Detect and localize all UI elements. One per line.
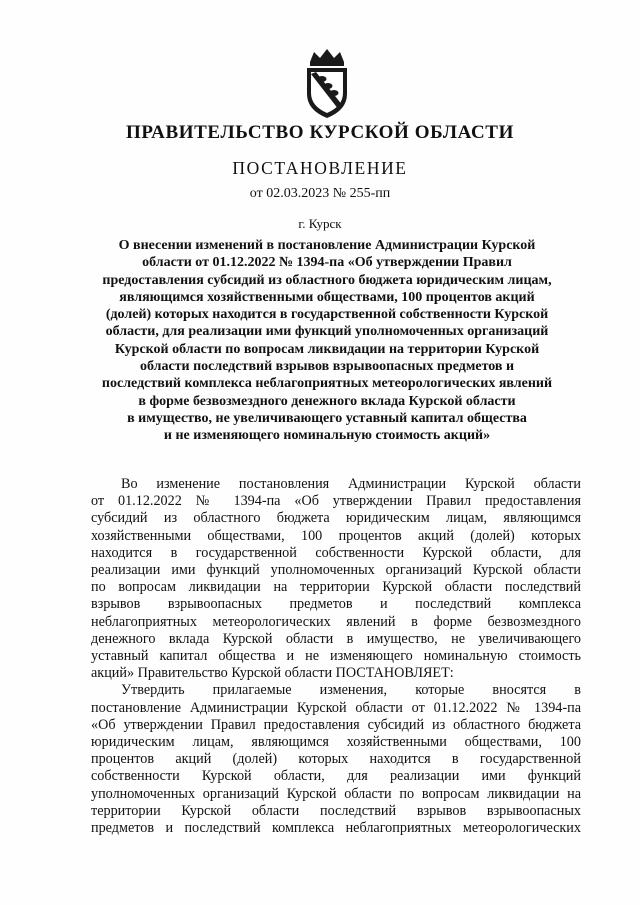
body-line: Утвердить прилагаемые изменения, которые вносятся в: [121, 682, 581, 699]
body-line: акций» Правительство Курской области ПОСТАНОВЛЯЕТ:: [91, 665, 454, 682]
date-and-number: от 02.03.2023 № 255-пп: [249, 186, 391, 201]
body-line: взрывов взрывоопасных предметов и последствий комплекса: [91, 596, 581, 613]
city-name: г. Курск: [298, 216, 342, 231]
subject-line: в форме безвозмездного денежного вклада Курской области: [138, 393, 516, 409]
body-line: по вопросам ликвидации на территории Курской области последствий: [91, 579, 581, 596]
body-line: Во изменение постановления Администрации Курской области: [121, 476, 581, 492]
body-line: уполномоченных организаций Курской области по вопросам ликвидации на: [91, 785, 581, 802]
body-line: территории Курской области последствий взрывов взрывоопасных: [91, 802, 581, 819]
organization-title: ПРАВИТЕЛЬСТВО КУРСКОЙ ОБЛАСТИ: [126, 122, 514, 143]
subject-line: области, для реализации ими функций уполномоченных организаций: [105, 324, 549, 340]
body-line: предметов и последствий комплекса неблагоприятных метеорологических: [91, 820, 581, 837]
subject-line: (долей) которых находится в государственной собственности Курской: [105, 307, 549, 323]
subject-line: предоставления субсидий из областного бюджета юридическим лицам,: [102, 272, 552, 288]
body-line: от 01.12.2022 № 1394-па «Об утверждении Правил предоставления: [91, 493, 581, 510]
body-line: неблагоприятных метеорологических явлений в форме безвозмездного: [91, 613, 581, 630]
body-line: собственности Курской области, для реализации ими функций: [91, 768, 581, 785]
subject-line: О внесении изменений в постановление Администрации Курской: [118, 238, 536, 253]
kursk-coat-of-arms-icon: [302, 48, 352, 120]
paragraph-preamble: [91, 476, 581, 682]
subject-line: последствий комплекса неблагоприятных метеорологических явлений: [101, 376, 553, 392]
document-body: [91, 476, 581, 837]
subject-line: области последствий взрывов взрывоопасных предметов и: [139, 359, 515, 375]
subject-line: в имущество, не увеличивающего уставный капитал общества: [127, 410, 527, 426]
document-type: ПОСТАНОВЛЕНИЕ: [232, 158, 408, 178]
body-line: «Об утверждении Правил предоставления субсидий из областного бюджета: [91, 716, 581, 733]
body-line: постановление Администрации Курской области от 01.12.2022 № 1394-па: [91, 699, 581, 716]
body-line: реализации ими функций уполномоченных организаций Курской области: [91, 562, 581, 579]
subject-line: области от 01.12.2022 № 1394-па «Об утверждении Правил: [142, 255, 512, 271]
body-line: хозяйственными обществами, 100 процентов акций (долей) которых: [91, 527, 581, 544]
body-line: находится в государственной собственности Курской области, для: [91, 544, 581, 561]
document-subject: [92, 237, 562, 445]
body-line: уставный капитал общества и не изменяющего номинальную стоимость: [91, 648, 581, 665]
paragraph-resolution: [91, 682, 581, 837]
body-line: субсидий из областного бюджета юридическим лицам, являющимся: [91, 510, 581, 527]
subject-line: являющимся хозяйственными обществами, 100 процентов акций: [119, 289, 535, 305]
body-line: юридическим лицам, являющимся хозяйственными обществами, 100: [91, 734, 581, 751]
body-line: денежного вклада Курской области в имущество, не увеличивающего: [91, 630, 581, 647]
subject-line: и не изменяющего номинальную стоимость акций»: [163, 428, 491, 444]
body-line: процентов акций (долей) которых находится в государственной: [91, 751, 581, 768]
subject-line: Курской области по вопросам ликвидации на территории Курской: [114, 341, 540, 357]
